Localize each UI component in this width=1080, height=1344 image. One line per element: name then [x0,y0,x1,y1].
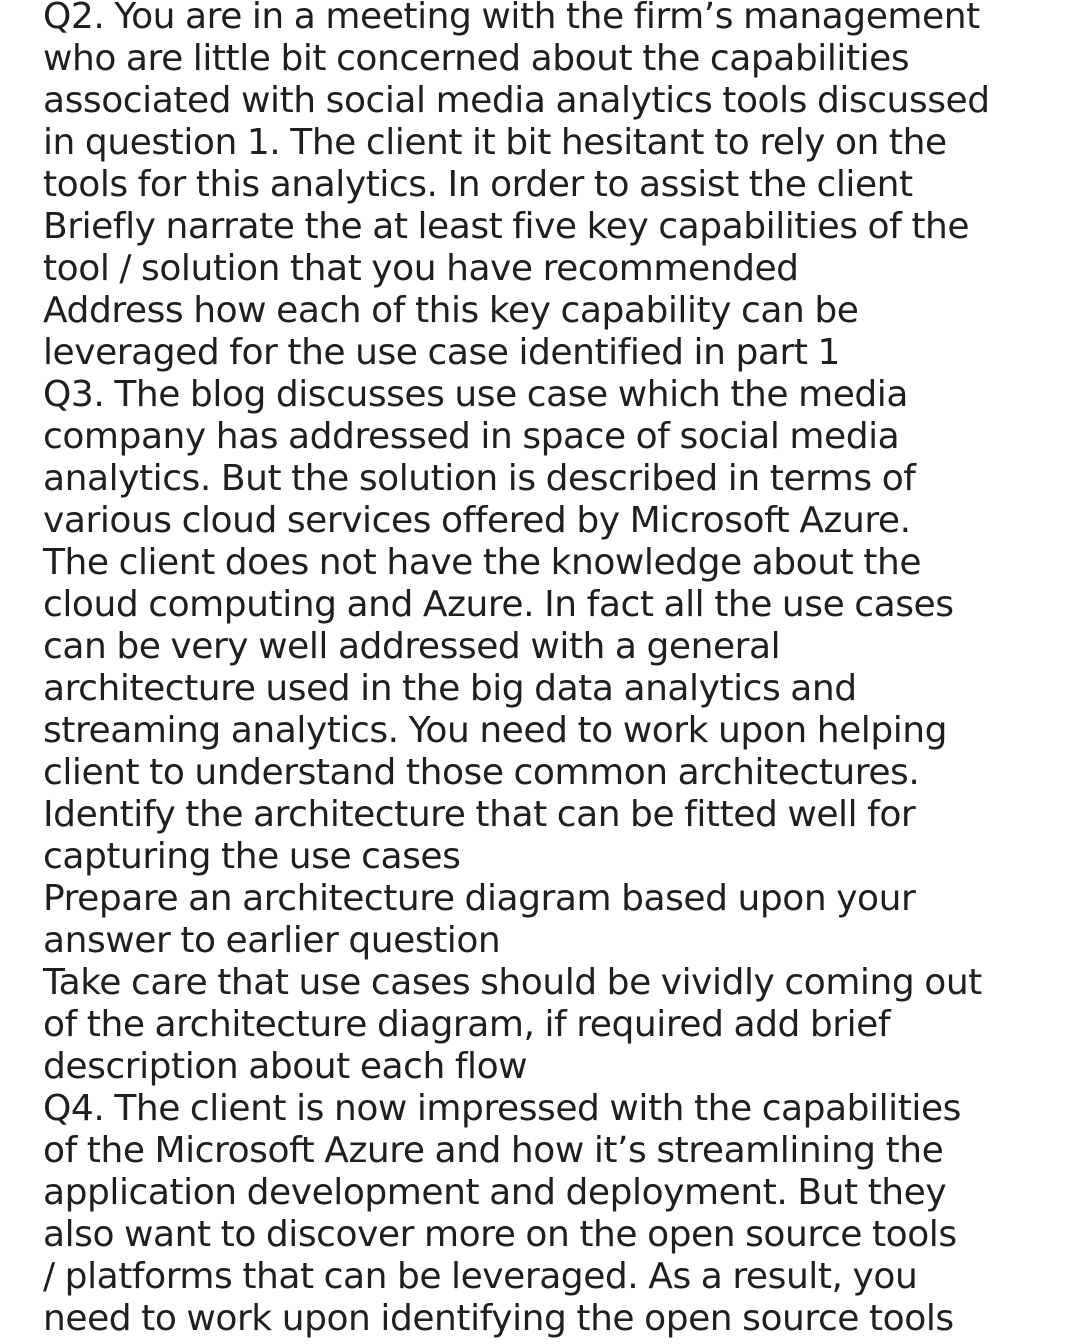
text-line: architecture used in the big data analytics and [43,668,857,709]
text-line: description about each flow [43,1046,528,1087]
text-line: Address how each of this key capability can be [43,290,859,331]
text-line: company has addressed in space of social media [43,416,900,457]
text-line: tool / solution that you have recommended [43,248,799,289]
text-line: associated with social media analytics tools discussed [43,80,990,121]
text-line: application development and deployment. But they [43,1172,947,1213]
text-line: can be very well addressed with a general [43,626,781,667]
text-line: streaming analytics. You need to work upon helping [43,710,948,751]
text-line: Identify the architecture that can be fitted well for [43,794,916,835]
text-line: tools for this analytics. In order to assist the client [43,164,913,205]
text-line: / platforms that can be leveraged. As a result, you [43,1256,918,1297]
text-line: The client does not have the knowledge about the [43,542,922,583]
text-line: various cloud services offered by Microsoft Azure. [43,500,911,541]
text-line: cloud computing and Azure. In fact all the use cases [43,584,954,625]
text-line: Briefly narrate the at least five key capabilities of the [43,206,970,247]
text-line: need to work upon identifying the open source tools [43,1298,954,1339]
text-line: capturing the use cases [43,836,461,877]
text-line: Q2. You are in a meeting with the firm’s management [43,0,980,37]
text-line: answer to earlier question [43,920,501,961]
text-line: who are little bit concerned about the capabilities [43,38,910,79]
text-line: of the architecture diagram, if required add brief [43,1004,891,1045]
text-line: analytics. But the solution is described in terms of [43,458,916,499]
text-line: in question 1. The client it bit hesitant to rely on the [43,122,947,163]
text-line: Prepare an architecture diagram based upon your [43,878,916,919]
text-line: client to understand those common architectures. [43,752,920,793]
text-line: Q4. The client is now impressed with the capabilities [43,1088,961,1129]
text-line: Q3. The blog discusses use case which the media [43,374,908,415]
question-text [43,0,1073,1340]
text-line: also want to discover more on the open source tools [43,1214,957,1255]
text-line: leveraged for the use case identified in part 1 [43,332,840,373]
text-line: Take care that use cases should be vividly coming out [43,962,982,1003]
text-line: of the Microsoft Azure and how it’s streamlining the [43,1130,944,1171]
